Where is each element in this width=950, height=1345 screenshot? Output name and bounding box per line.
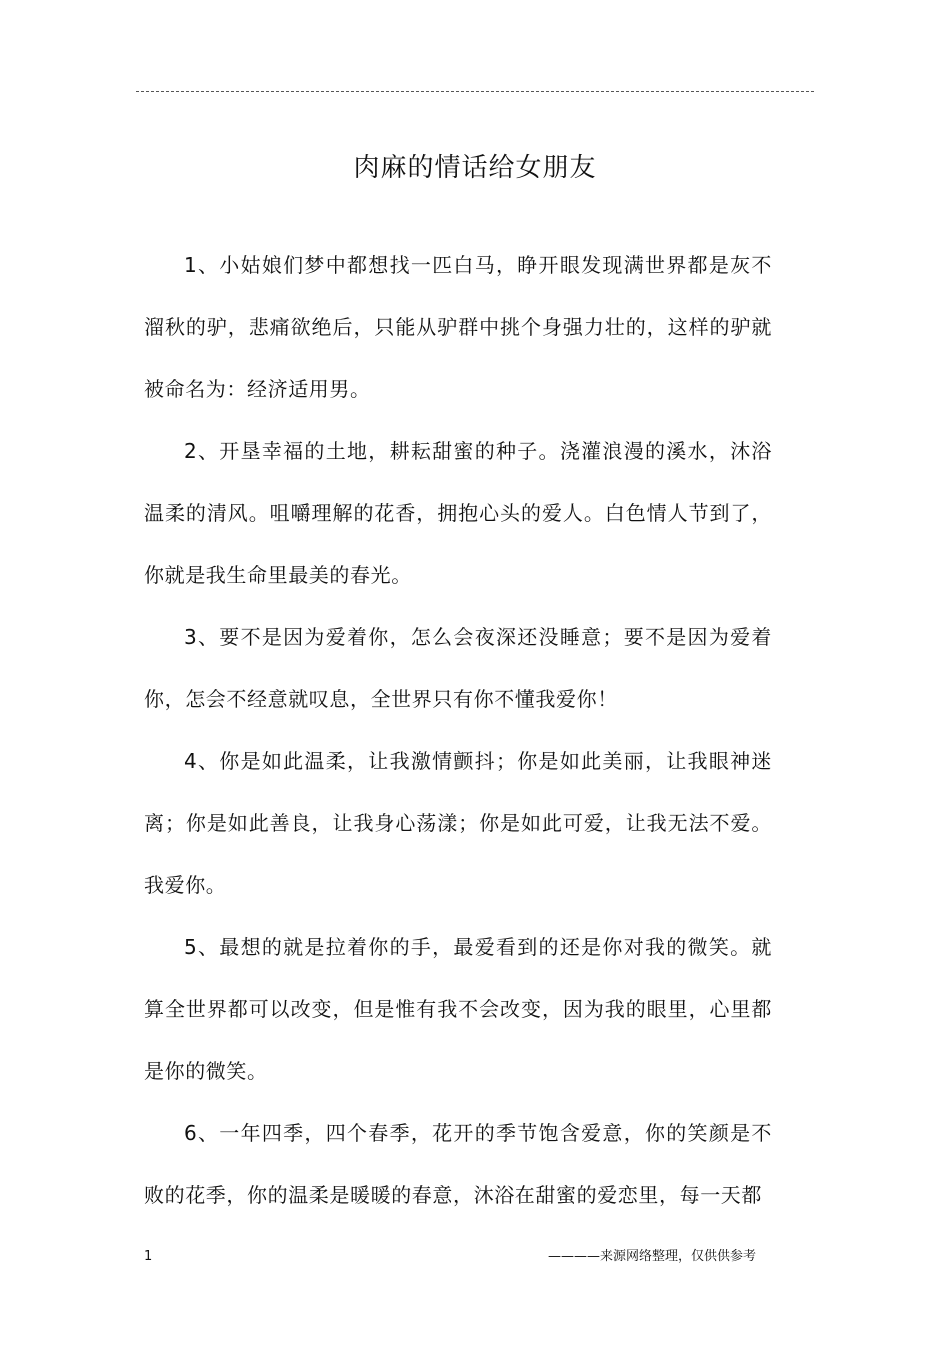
paragraph-3: 3、要不是因为爱着你，怎么会夜深还没睡意；要不是因为爱着你，怎会不经意就叹息，全世界只有你不懂我爱你！ <box>144 625 772 711</box>
paragraph-2: 2、开垦幸福的土地，耕耘甜蜜的种子。浇灌浪漫的溪水，沐浴温柔的清风。咀嚼理解的花香，拥抱心头的爱人。白色情人节到了，你就是我生命里最美的春光。 <box>144 439 772 587</box>
paragraph-1: 1、小姑娘们梦中都想找一匹白马，睁开眼发现满世界都是灰不溜秋的驴，悲痛欲绝后，只能从驴群中挑个身强力壮的，这样的驴就被命名为：经济适用男。 <box>144 253 772 401</box>
paragraph-6: 6、一年四季，四个春季，花开的季节饱含爱意，你的笑颜是不败的花季，你的温柔是暖暖的春意，沐浴在甜蜜的爱恋里，每一天都 <box>144 1121 772 1207</box>
footer-source-note: ————来源网络整理，仅供供参考 <box>548 1249 757 1264</box>
paragraph-5: 5、最想的就是拉着你的手，最爱看到的还是你对我的微笑。就算全世界都可以改变，但是惟有我不会改变，因为我的眼里，心里都是你的微笑。 <box>144 935 772 1083</box>
paragraph-4: 4、你是如此温柔，让我激情颤抖；你是如此美丽，让我眼神迷离；你是如此善良，让我身心荡漾；你是如此可爱，让我无法不爱。我爱你。 <box>144 749 772 897</box>
header-divider <box>136 91 814 92</box>
page-number: 1 <box>144 1249 153 1264</box>
document-body <box>144 234 772 1226</box>
document-title: 肉麻的情话给女朋友 <box>353 153 597 183</box>
